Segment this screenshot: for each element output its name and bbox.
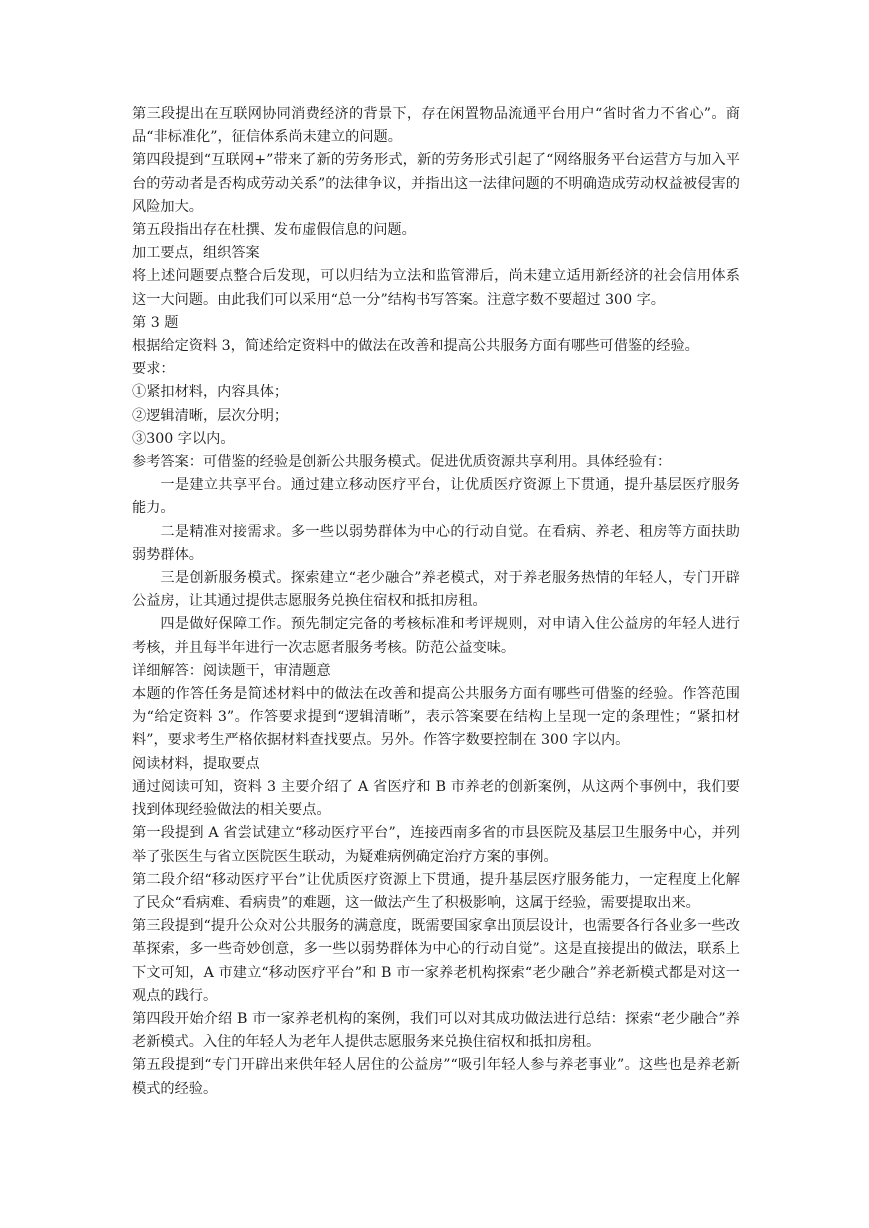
document-body <box>132 103 740 1101</box>
paragraph: 一是建立共享平台。通过建立移动医疗平台，让优质医疗资源上下贯通，提升基层医疗服务能力。 <box>132 477 740 517</box>
paragraph: 第五段提到“专门开辟出来供年轻人居住的公益房”“吸引年轻人参与养老事业”。这些也是养老新模式的经验。 <box>132 1057 740 1097</box>
paragraph: 第二段介绍“移动医疗平台”让优质医疗资源上下贯通，提升基层医疗服务能力，一定程度上化解了民众“看病难、看病贵”的难题，这一做法产生了积极影响，这属于经验，需要提取出来。 <box>132 871 740 911</box>
paragraph: 第四段开始介绍 B 市一家养老机构的案例，我们可以对其成功做法进行总结：探索“老少融合”养老新模式。入住的年轻人为老年人提供志愿服务来兑换住宿权和抵扣房租。 <box>132 1010 740 1051</box>
paragraph: 详细解答：阅读题干，审清题意 <box>132 662 331 679</box>
paragraph: 四是做好保障工作。预先制定完备的考核标准和考评规则，对申请入住公益房的年轻人进行考核，并且每半年进行一次志愿者服务考核。防范公益变味。 <box>132 616 740 656</box>
paragraph: 第三段提出在互联网协同消费经济的背景下，存在闲置物品流通平台用户“省时省力不省心”。商品“非标准化”，征信体系尚未建立的问题。 <box>132 106 740 146</box>
paragraph: 三是创新服务模式。探索建立“老少融合”养老模式，对于养老服务热情的年轻人，专门开辟公益房，让其通过提供志愿服务兑换住宿权和抵扣房租。 <box>132 570 740 610</box>
paragraph: 要求： <box>132 361 175 378</box>
paragraph: 第四段提到“互联网+”带来了新的劳务形式，新的劳务形式引起了“网络服务平台运营方与加入平台的劳动者是否构成劳动关系”的法律争议，并指出这一法律问题的不明确造成劳动权益被侵害的风险加大。 <box>132 152 740 215</box>
paragraph: ②逻辑清晰，层次分明； <box>132 407 289 424</box>
paragraph: 阅读材料，提取要点 <box>132 755 260 772</box>
paragraph: 本题的作答任务是简述材料中的做法在改善和提高公共服务方面有哪些可借鉴的经验。作答范围为“给定资料 3”。作答要求提到“逻辑清晰”，表示答案要在结构上呈现一定的条理性；“紧扣材料”，要求考生严格依据材料查找要点。另外。作答字数要控制在 300 字以内。 <box>132 686 740 749</box>
paragraph: 参考答案：可借鉴的经验是创新公共服务模式。促进优质资源共享利用。具体经验有： <box>132 454 672 471</box>
paragraph: 根据给定资料 3，简述给定资料中的做法在改善和提高公共服务方面有哪些可借鉴的经验。 <box>132 338 699 355</box>
paragraph: 将上述问题要点整合后发现，可以归结为立法和监管滞后，尚未建立适用新经济的社会信用体系这一大问题。由此我们可以采用“总一分”结构书写答案。注意字数不要超过 300 字。 <box>132 268 740 308</box>
paragraph: 加工要点，组织答案 <box>132 245 260 262</box>
paragraph: 通过阅读可知，资料 3 主要介绍了 A 省医疗和 B 市养老的创新案例，从这两个事例中，我们要找到体现经验做法的相关要点。 <box>132 778 740 819</box>
paragraph: 第五段指出存在杜撰、发布虚假信息的问题。 <box>132 222 416 239</box>
paragraph: 第一段提到 A 省尝试建立“移动医疗平台”，连接西南多省的市县医院及基层卫生服务中心，并列举了张医生与省立医院医生联动，为疑难病例确定治疗方案的事例。 <box>132 825 740 865</box>
paragraph: ③300 字以内。 <box>132 430 235 447</box>
paragraph: 第三段提到“提升公众对公共服务的满意度，既需要国家拿出顶层设计，也需要各行各业多一些改革探索，多一些奇妙创意，多一些以弱势群体为中心的行动自觉”。这是直接提出的做法，联系上下文可知，A 市建立“移动医疗平台”和 B 市一家养老机构探索“老少融合”养老新模式都是对这一观点的践行。 <box>132 918 740 1004</box>
paragraph: ①紧扣材料，内容具体； <box>132 384 289 401</box>
paragraph: 二是精准对接需求。多一些以弱势群体为中心的行动自觉。在看病、养老、租房等方面扶助弱势群体。 <box>132 523 740 563</box>
paragraph: 第 3 题 <box>132 314 179 331</box>
